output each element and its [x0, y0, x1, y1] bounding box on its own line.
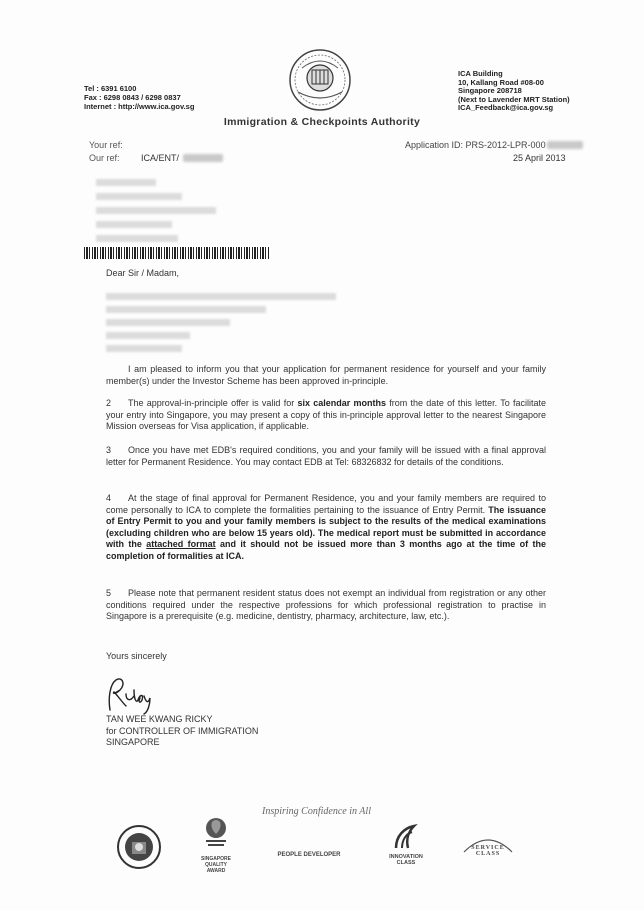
paragraph-2 — [106, 398, 546, 433]
paragraph-number: 2 — [106, 398, 112, 408]
our-ref-value: ICA/ENT/ — [141, 153, 180, 163]
fax-line: Fax : 6298 0843 / 6298 0837 — [84, 93, 181, 102]
redacted-ref — [183, 154, 223, 162]
footer-tagline: Inspiring Confidence in All — [262, 806, 371, 817]
address-line: (Next to Lavender MRT Station) — [458, 94, 570, 104]
authority-title: Immigration & Checkpoints Authority — [223, 116, 421, 128]
quality-award-icon — [200, 816, 232, 856]
barcode — [84, 247, 269, 259]
redacted-application-id — [547, 141, 583, 149]
contact-block — [84, 84, 194, 111]
innovation-class-icon — [390, 822, 420, 852]
home-affairs-seal-icon — [116, 824, 162, 870]
address-block — [458, 70, 570, 113]
redacted-address-line — [96, 179, 156, 186]
internet-line: Internet : http://www.ica.gov.sg — [84, 102, 195, 111]
redacted-subject-line — [106, 345, 182, 352]
redacted-subject-line — [106, 306, 266, 313]
redacted-subject-line — [106, 332, 190, 339]
paragraph-number: 3 — [106, 445, 112, 455]
letter-date: 25 April 2013 — [513, 153, 566, 163]
paragraph-text: At the stage of final approval for Permanent Residence, you and your family members are required to come personally to ICA to complete the formalities pertaining to the issuance of Entry Permit. — [106, 493, 546, 515]
address-line: 10, Kallang Road #08-00 — [458, 77, 544, 87]
signer-block — [106, 714, 258, 749]
validity-period: six calendar months — [297, 398, 387, 408]
innovation-class-label: INNOVATION CLASS — [389, 854, 423, 866]
paragraph-text: The approval-in-principle offer is valid for — [128, 398, 298, 408]
signer-title: for CONTROLLER OF IMMIGRATION — [106, 725, 259, 736]
redacted-address-line — [96, 235, 178, 242]
handwritten-signature — [104, 672, 156, 716]
our-ref-label: Our ref: — [89, 153, 120, 163]
paragraph-text: from the date of this letter. To facilitate your entry into Singapore, you may present a copy of this in-principle approval letter to the nearest Singapore Mission overseas for Visa application, if applicable. — [106, 398, 546, 431]
attached-format-link: attached format — [146, 539, 216, 549]
paragraph-4 — [106, 493, 546, 562]
application-id: Application ID: PRS-2012-LPR-000 — [405, 140, 546, 150]
paragraph-3 — [106, 445, 546, 468]
redacted-subject-line — [106, 319, 230, 326]
feedback-email: ICA_Feedback@ica.gov.sg — [458, 103, 554, 112]
redacted-address-line — [96, 221, 172, 228]
signer-name: TAN WEE KWANG RICKY — [106, 714, 213, 724]
address-line: ICA Building — [458, 69, 503, 78]
quality-award-label: SINGAPORE QUALITY AWARD — [200, 856, 231, 874]
medical-requirement: The issuance of Entry Permit to you and your family members is subject to the results of the medical examinations (excluding children who are below 15 years old). The medical report must be submitted in accordance with the — [106, 504, 546, 549]
paragraph-number: 5 — [106, 588, 112, 598]
tel-line: Tel : 6391 6100 — [84, 84, 137, 93]
paragraph-text: Once you have met EDB's required conditions, you and your family will be issued with a final approval letter for Permanent Residence. You may contact EDB at Tel: 68326832 for details of the conditions. — [106, 445, 546, 467]
redacted-subject-line — [106, 293, 336, 300]
closing: Yours sincerely — [106, 651, 167, 661]
your-ref-label: Your ref: — [89, 140, 123, 150]
service-class-label: SERVICE CLASS — [471, 845, 505, 857]
redacted-address-line — [96, 207, 216, 214]
redacted-address-line — [96, 193, 182, 200]
paragraph-number: 4 — [106, 493, 112, 503]
paragraph-1: I am pleased to inform you that your application for permanent residence for yourself and your family member(s) under the Investor Scheme has been approved in-principle. — [106, 364, 546, 386]
paragraph-text: Please note that permanent resident status does not exempt an individual from registration or any other conditions required under the respective professions for which professional registration to practise in Singapore is a prerequisite (e.g. medicine, dentistry, pharmacy, architecture, law, etc.). — [106, 588, 546, 621]
signer-country: SINGAPORE — [106, 737, 160, 747]
salutation: Dear Sir / Madam, — [106, 268, 180, 278]
paragraph-5 — [106, 588, 546, 623]
medical-requirement: and it should not be issued more than 3 months ago at the time of the completion of formalities at ICA. — [106, 539, 547, 561]
ica-crest-icon — [288, 48, 352, 112]
people-developer-logo: PEOPLE DEVELOPER — [277, 852, 341, 858]
address-line: Singapore 208718 — [458, 86, 522, 95]
